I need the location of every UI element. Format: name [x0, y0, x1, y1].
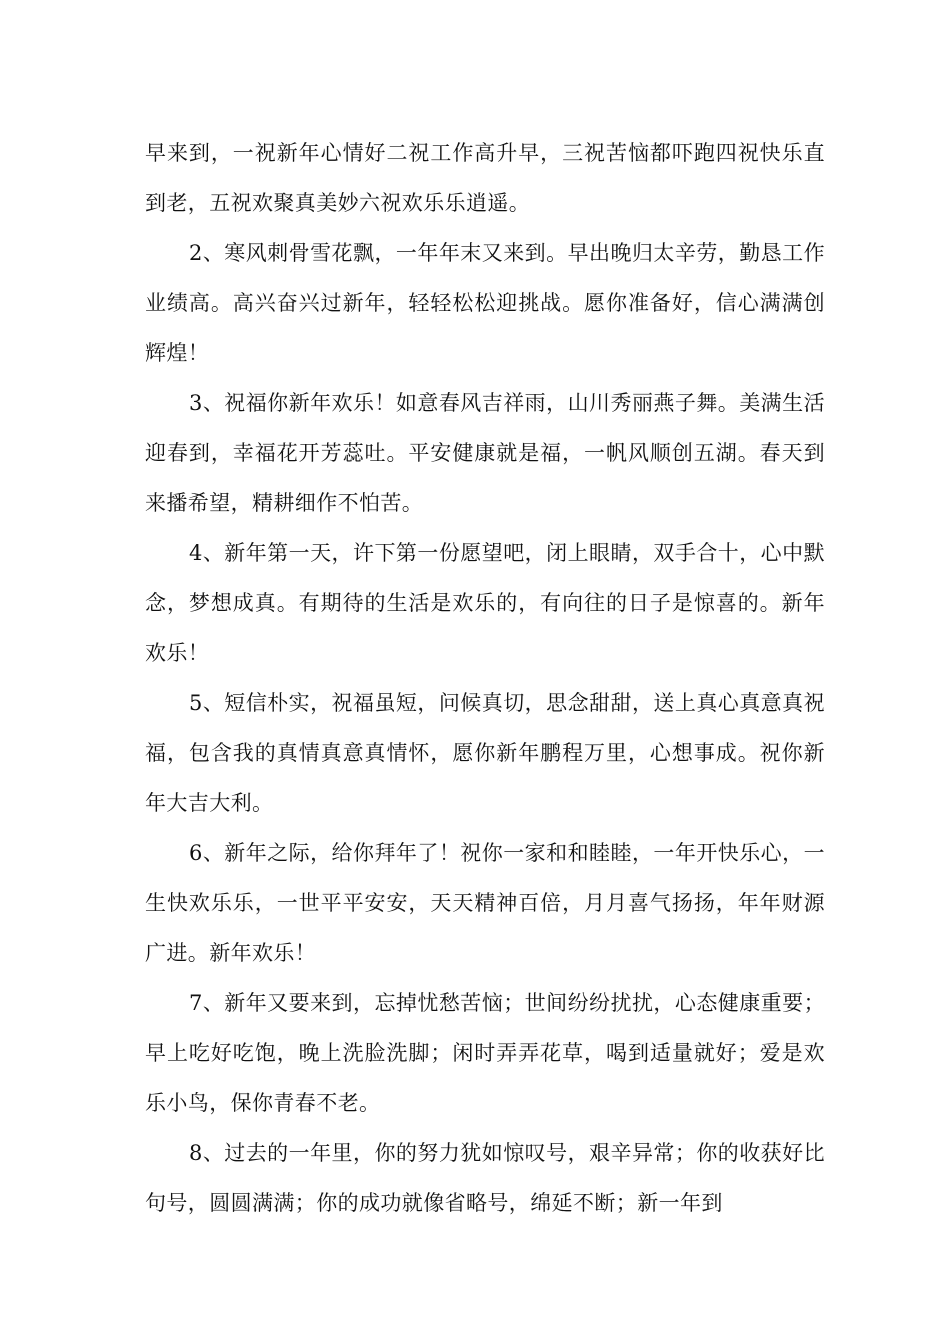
paragraph: 6、新年之际，给你拜年了！祝你一家和和睦睦，一年开快乐心，一生快欢乐乐，一世平平安安，天天精神百倍，月月喜气扬扬，年年财源广进。新年欢乐！	[145, 841, 825, 965]
paragraph: 7、新年又要来到，忘掉忧愁苦恼；世间纷纷扰扰，心态健康重要；早上吃好吃饱，晚上洗脸洗脚；闲时弄弄花草，喝到适量就好；爱是欢乐小鸟，保你青春不老。	[145, 991, 825, 1115]
paragraph: 8、过去的一年里，你的努力犹如惊叹号，艰辛异常；你的收获好比句号，圆圆满满；你的成功就像省略号，绵延不断；新一年到	[145, 1141, 825, 1215]
paragraph: 5、短信朴实，祝福虽短，问候真切，思念甜甜，送上真心真意真祝福，包含我的真情真意真情怀，愿你新年鹏程万里，心想事成。祝你新年大吉大利。	[145, 691, 825, 815]
paragraph: 4、新年第一天，许下第一份愿望吧，闭上眼睛，双手合十，心中默念，梦想成真。有期待的生活是欢乐的，有向往的日子是惊喜的。新年欢乐！	[145, 541, 825, 665]
paragraph: 早来到，一祝新年心情好二祝工作高升早，三祝苦恼都吓跑四祝快乐直到老，五祝欢聚真美妙六祝欢乐乐逍遥。	[145, 141, 825, 215]
document-body	[145, 128, 825, 1228]
paragraph: 3、祝福你新年欢乐！如意春风吉祥雨，山川秀丽燕子舞。美满生活迎春到，幸福花开芳蕊吐。平安健康就是福，一帆风顺创五湖。春天到来播希望，精耕细作不怕苦。	[145, 391, 825, 515]
paragraph: 2、寒风刺骨雪花飘，一年年末又来到。早出晚归太辛劳，勤恳工作业绩高。高兴奋兴过新年，轻轻松松迎挑战。愿你准备好，信心满满创辉煌！	[145, 241, 825, 365]
